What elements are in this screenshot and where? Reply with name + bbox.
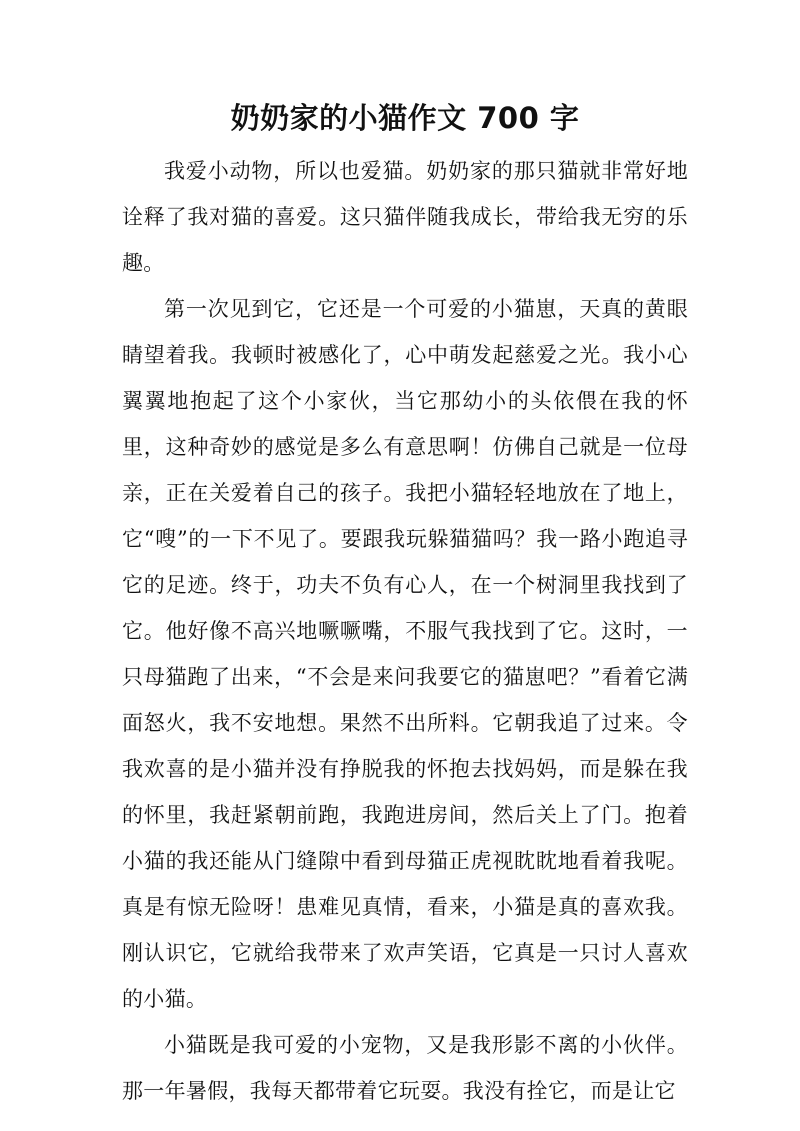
document-body [122,148,688,1114]
paragraph-2: 第一次见到它，它还是一个可爱的小猫崽，天真的黄眼睛望着我。我顿时被感化了，心中萌发起慈爱之光。我小心翼翼地抱起了这个小家伙，当它那幼小的头依偎在我的怀里，这种奇妙的感觉是多么有意思啊！仿佛自己就是一位母亲，正在关爱着自己的孩子。我把小猫轻轻地放在了地上，它“嗖”的一下不见了。要跟我玩躲猫猫吗？我一路小跑追寻它的足迹。终于，功夫不负有心人，在一个树洞里我找到了它。他好像不高兴地噘噘嘴，不服气我找到了它。这时，一只母猫跑了出来，“不会是来问我要它的猫崽吧？”看着它满面怒火，我不安地想。果然不出所料。它朝我追了过来。令我欢喜的是小猫并没有挣脱我的怀抱去找妈妈，而是躲在我的怀里，我赶紧朝前跑，我跑进房间，然后关上了门。抱着小猫的我还能从门缝隙中看到母猫正虎视眈眈地看着我呢。真是有惊无险呀！患难见真情，看来，小猫是真的喜欢我。刚认识它，它就给我带来了欢声笑语，它真是一只讨人喜欢的小猫。 [122,297,688,1011]
document-title: 奶奶家的小猫作文 700 字 [230,101,580,135]
paragraph-1: 我爱小动物，所以也爱猫。奶奶家的那只猫就非常好地诠释了我对猫的喜爱。这只猫伴随我成长，带给我无穷的乐趣。 [122,159,688,275]
paragraph-3: 小猫既是我可爱的小宠物，又是我形影不离的小伙伴。那一年暑假，我每天都带着它玩耍。我没有拴它，而是让它 [122,1033,688,1103]
